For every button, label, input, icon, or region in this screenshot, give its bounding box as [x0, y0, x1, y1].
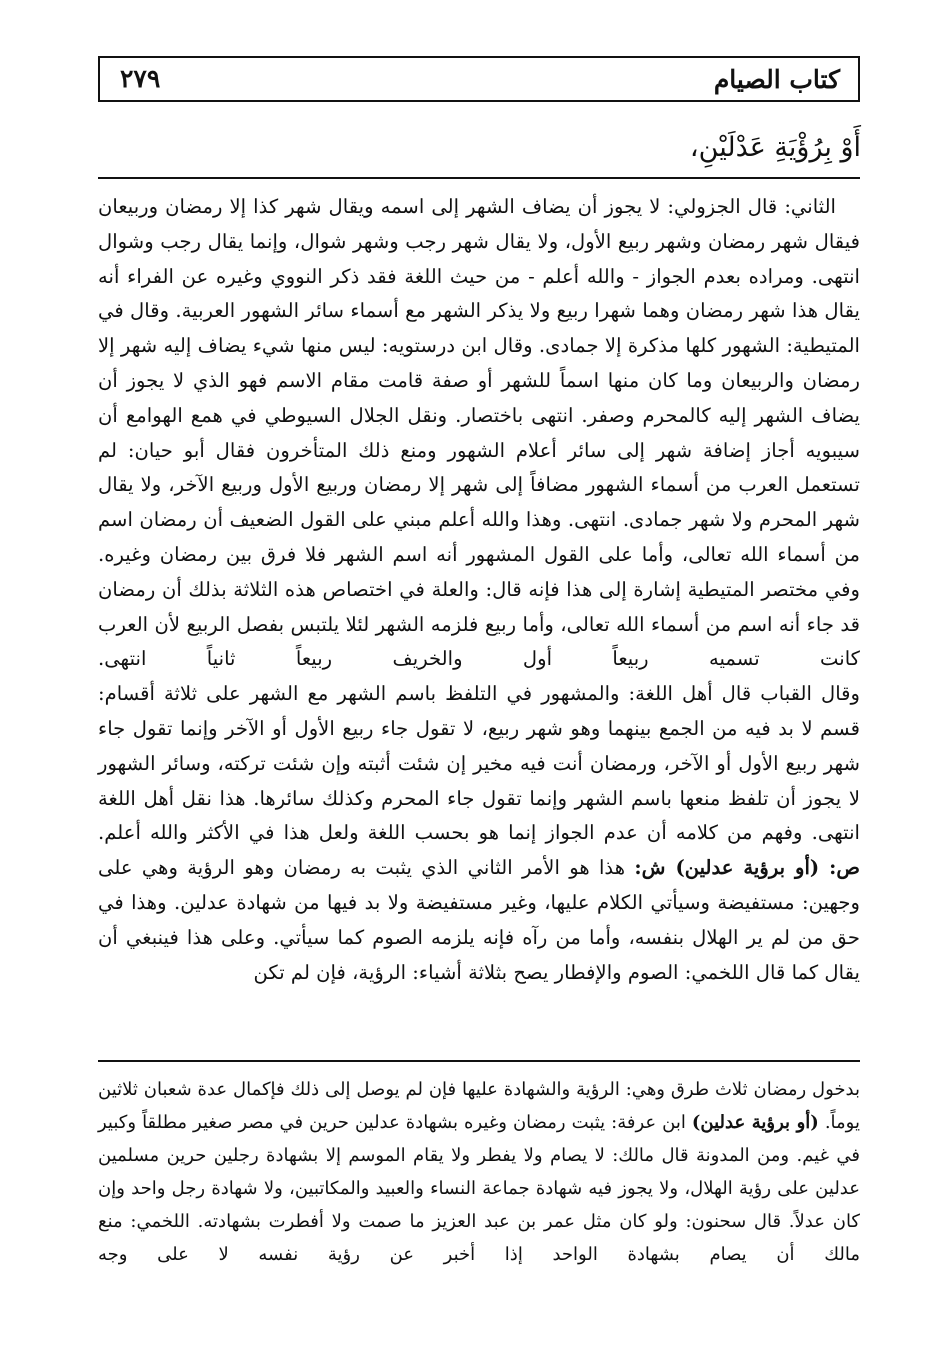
matn-citation: ص: (أو برؤية عدلين) ش:: [634, 856, 861, 880]
commentary-paragraph-3-text: هذا هو الأمر الثاني الذي يثبت به رمضان وهو الرؤية وهي على وجهين: مستفيضة وسيأتي الكلام عليها، وغير مستفيضة ولا بد فيها من شهادة عدلين. وهذا في حق من لم ير الهلال بنفسه، وأما من رآه فإنه يلزمه الصوم كما سيأتي. وعلى هذا فينبغي أن يقال كما قال اللخمي: الصوم والإفطار يصح بثلاثة أشياء: الرؤية، فإن لم تكن: [98, 856, 860, 984]
page-number: ٢٧٩: [120, 64, 161, 93]
footnote-paragraph: [98, 1073, 860, 1271]
commentary-paragraph-1: الثاني: قال الجزولي: لا يجوز أن يضاف الشهر إلى اسمه ويقال شهر كذا إلا رمضان وربيعان فيقال شهر رمضان وشهر ربيع الأول، ولا يقال شهر رجب وشهر شوال، وإنما يقال رجب وشوال انتهى. ومراده بعدم الجواز - والله أعلم - من حيث اللغة فقد ذكر النووي وغيره عن الفراء أنه يقال هذا شهر رمضان وهما شهرا ربيع ولا يذكر الشهر مع أسماء سائر الشهور العربية. وقال في المتيطية: الشهور كلها مذكرة إلا جمادى. وقال ابن درستويه: ليس منها شيء يضاف إليه شهر إلا رمضان والربيعان وما كان منها اسماً للشهر أو صفة قامت مقام الاسم فهو الذي لا يجوز أن يضاف الشهر إليه كالمحرم وصفر. انتهى باختصار. ونقل الجلال السيوطي في همع الهوامع أن سيبويه أجاز إضافة شهر إلى سائر أعلام الشهور ومنع ذلك المتأخرون فقال أبو حيان: لم تستعمل العرب من أسماء الشهور مضافاً إلى شهر إلا رمضان وربيع الأول وربيع الآخر، ولا يقال شهر المحرم ولا شهر جمادى. انتهى. وهذا والله أعلم مبني على القول الضعيف أن رمضان اسم من أسماء الله تعالى، وأما على القول المشهور أنه اسم الشهر فلا فرق بين رمضان وغيره. وفي مختصر المتيطية إشارة إلى هذا فإنه قال: والعلة في اختصاص هذه الثلاثة بذلك أن رمضان قد جاء أنه اسم من أسماء الله تعالى، وأما ربيع فلزمه الشهر لئلا يلتبس بفصل الربيع لأن العرب كانت تسميه ربيعاً أول والخريف ربيعاً ثانياً انتهى.: [98, 195, 860, 671]
footnote-text-b: ابن عرفة: يثبت رمضان وغيره بشهادة عدلين حرين في مصر صغير مطلقاً وكبير في غيم. ومن المدونة قال مالك: لا يصام ولا يفطر ولا يقام الموسم إلا بشهادة رجلين حرين مسلمين عدلين على رؤية الهلال، ولا يجوز فيه شهادة جماعة النساء والعبيد والمكاتبين، ولا شهادة رجل واحد وإن كان عدلاً. قال سحنون: ولو كان مثل عمر بن عبد العزيز ما صمت ولا أفطرت بشهادته. اللخمي: منع مالك أن يصام بشهادة الواحد إذا أخبر عن رؤية نفسه لا على وجه: [98, 1112, 860, 1265]
top-divider: [98, 177, 860, 179]
commentary-body: [98, 190, 860, 990]
commentary-paragraph-2: وقال القباب قال أهل اللغة: والمشهور في التلفظ باسم الشهر مع الشهر على ثلاثة أقسام: قسم لا بد فيه من الجمع بينهما وهو شهر ربيع، لا تقول جاء ربيع الأول أو الآخر وإنما تقول جاء شهر ربيع الأول أو الآخر، ورمضان أنت فيه مخير إن شئت أثبته وإن شئت تركته، وسائر الشهور لا يجوز أن تلفظ منعها باسم الشهر وإنما تقول جاء المحرم وكذلك سائرها. هذا نقل أهل اللغة انتهى. وفهم من كلامه أن عدم الجواز إنما هو بحسب اللغة ولعل هذا في الأكثر والله أعلم.: [98, 682, 860, 845]
footnote-text-a: بدخول رمضان ثلاث طرق وهي: الرؤية والشهادة عليها فإن لم يوصل إلى ذلك فإكمال عدة شعبان ثلاثين يوماً.: [98, 1079, 860, 1133]
footnote-divider: [98, 1060, 860, 1062]
page-header: [98, 56, 860, 102]
running-title: كتاب الصيام: [713, 65, 840, 94]
footnote-citation: (أو برؤية عدلين): [691, 1112, 819, 1133]
matn-text: أَوْ بِرُؤْيَةِ عَدْلَيْنِ،: [689, 132, 861, 163]
commentary-paragraph-3: [98, 851, 860, 990]
footnotes-body: [98, 1073, 860, 1271]
